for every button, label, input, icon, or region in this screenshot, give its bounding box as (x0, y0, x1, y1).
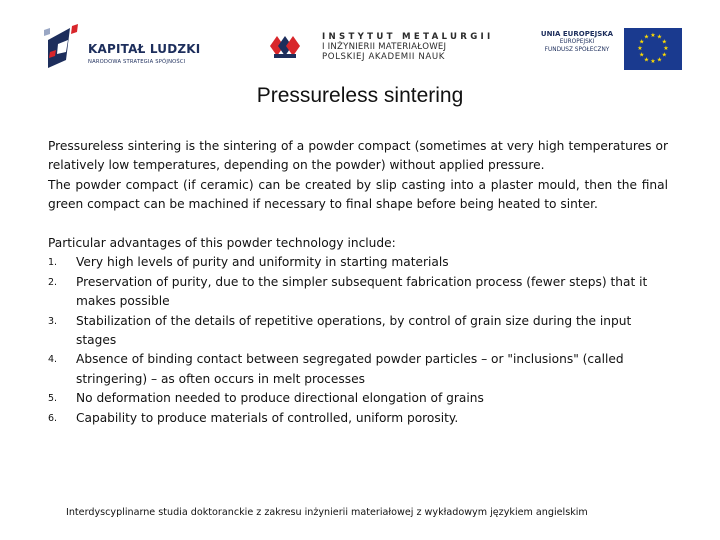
list-number: 2. (48, 276, 58, 288)
svg-text:★: ★ (639, 51, 645, 59)
footer-text: Interdyscyplinarne studia doktoranckie z zakresu inżynierii materiałowej z wykładowym językiem angielskim (66, 507, 588, 518)
list-number: 3. (48, 315, 58, 327)
list-item (48, 273, 668, 312)
eu-flag-icon (624, 28, 682, 70)
eu-title: UNIA EUROPEJSKA (540, 30, 614, 38)
list-number: 4. (48, 354, 58, 366)
list-number: 5. (48, 393, 58, 405)
list-item (48, 253, 668, 272)
list-text: Preservation of purity, due to the simpler subsequent fabrication process (fewer steps) that it makes possible (76, 274, 648, 309)
imim-line-3: POLSKIEJ AKADEMII NAUK (322, 52, 445, 63)
svg-text:★: ★ (643, 56, 650, 64)
kapital-ludzki-subtitle: NARODOWA STRATEGIA SPÓJNOŚCI (88, 59, 186, 65)
advantages-list (48, 253, 668, 428)
header-logos (0, 18, 720, 80)
svg-text:★: ★ (639, 38, 645, 46)
svg-text:★: ★ (650, 58, 656, 65)
main-content (48, 137, 668, 428)
list-item (48, 409, 668, 428)
list-text: Very high levels of purity and uniformity in starting materials (76, 255, 449, 270)
list-item (48, 312, 668, 351)
kapital-ludzki-logo (44, 22, 214, 78)
page-title: Pressureless sintering (256, 84, 464, 107)
list-text: Absence of binding contact between segregated powder particles – or "inclusions" (called stringering) – as often occurs in melt processes (76, 352, 624, 386)
eu-logo (532, 24, 682, 76)
svg-text:★: ★ (661, 38, 667, 46)
eu-line-1: EUROPEJSKI (559, 39, 595, 45)
advantages-intro: Particular advantages of this powder technology include: (48, 236, 396, 251)
paragraph-compact: The powder compact (if ceramic) can be created by slip casting into a plaster mould, then the final green compact can be machined if necessary to final shape before being heated to sinter. (48, 177, 668, 212)
list-number: 6. (48, 412, 58, 424)
list-text: Stabilization of the details of repetitive operations, by control of grain size during the input stages (76, 313, 632, 348)
list-item (48, 389, 668, 408)
paragraph-definition: Pressureless sintering is the sintering of a powder compact (sometimes at very high temperatures or relatively low temperatures, depending on the powder) without applied pressure. (48, 139, 668, 173)
imim-line-2: I INŻYNIERII MATERIAŁOWEJ (322, 42, 447, 53)
svg-text:★: ★ (663, 45, 669, 52)
list-number: 1. (48, 257, 58, 269)
svg-text:★: ★ (637, 45, 643, 52)
list-text: Capability to produce materials of controlled, uniform porosity. (76, 410, 459, 425)
kapital-ludzki-title: KAPITAŁ LUDZKI (88, 42, 201, 56)
list-item (48, 350, 668, 389)
imim-pan-logo (268, 24, 494, 76)
svg-text:★: ★ (656, 33, 663, 41)
svg-text:★: ★ (661, 51, 667, 59)
svg-text:★: ★ (656, 56, 663, 64)
list-text: No deformation needed to produce directional elongation of grains (76, 391, 484, 406)
imim-line-1: INSTYTUT METALURGII (322, 32, 494, 42)
svg-text:★: ★ (650, 32, 656, 39)
kapital-ludzki-emblem-icon (44, 22, 84, 74)
svg-text:★: ★ (643, 33, 650, 41)
eu-line-2: FUNDUSZ SPOŁECZNY (544, 47, 610, 54)
imim-emblem-icon (268, 30, 300, 62)
